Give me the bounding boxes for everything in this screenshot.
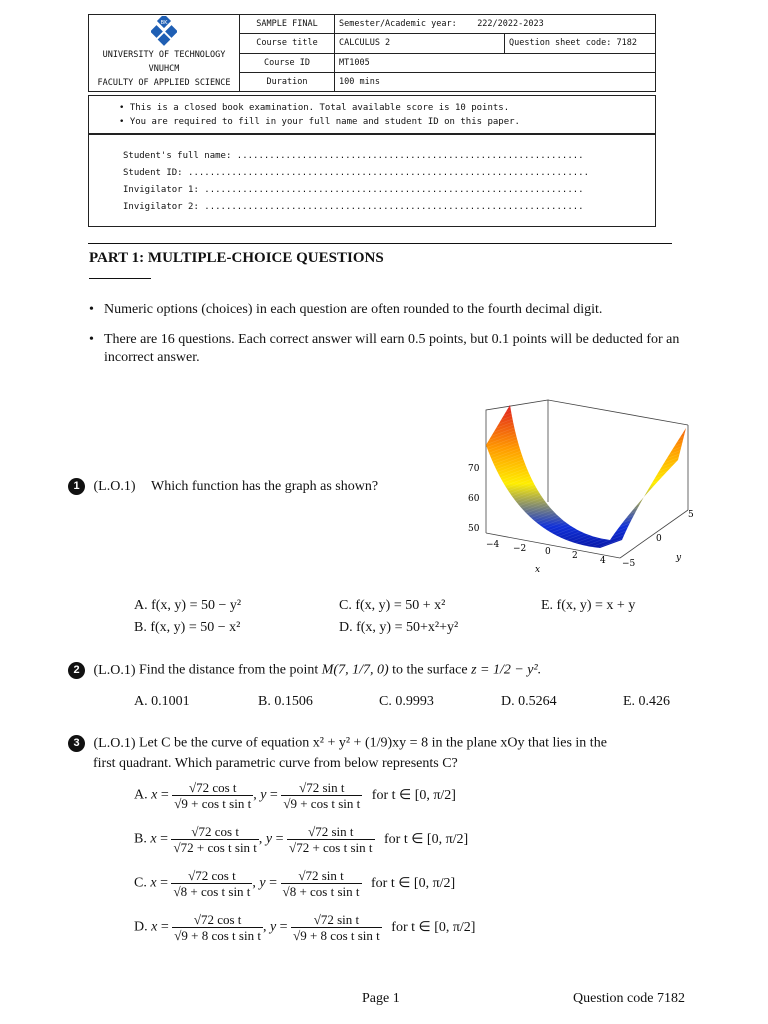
faculty-name: FACULTY OF APPLIED SCIENCE — [97, 78, 231, 88]
x-tick: −2 — [513, 544, 527, 554]
section-divider — [88, 243, 672, 244]
surface-expression: z = 1/2 − y². — [471, 662, 542, 678]
question-3 — [68, 735, 607, 752]
course-title-label: Course title — [240, 34, 335, 53]
x-tick: 4 — [600, 556, 606, 566]
q1-option-e[interactable]: E. f(x, y) = x + y — [541, 598, 636, 613]
z-tick: 60 — [468, 494, 480, 504]
q3-option-d[interactable]: D. x = $\frac{\text{√72 cos t}}{\text{√9 + 8 cos t sin t}}$ , y = $\frac{\text{√72 sin t}}{\text{√9 + 8 cos t sin t}}$ for t ∈ [0, π/2] — [134, 912, 476, 943]
learning-outcome: (L.O.1) — [93, 662, 136, 678]
x-tick: 2 — [572, 551, 578, 561]
q1-option-a[interactable]: A. f(x, y) = 50 − y² — [134, 598, 242, 613]
student-name-field[interactable]: Student's full name: ................................................................ — [123, 151, 584, 161]
instruction-2: • There are 16 questions. Each correct answer will earn 0.5 points, but 0.1 points will be deducted for an incorrect answer. — [89, 332, 680, 365]
y-tick: 0 — [656, 534, 662, 544]
note-1: • This is a closed book examination. Total available score is 10 points. — [119, 103, 510, 113]
q2-option-a[interactable]: A. 0.1001 — [134, 694, 190, 709]
point-expression: M(7, 1/7, 0) — [321, 662, 389, 678]
question-text: Find the distance from the point — [139, 662, 319, 678]
exam-type-cell: SAMPLE FINAL — [240, 15, 335, 34]
campus-name: VNUHCM — [148, 64, 180, 74]
question-code-footer: Question code 7182 — [573, 991, 685, 1006]
y-axis-label: y — [676, 553, 682, 563]
q2-option-e[interactable]: E. 0.426 — [623, 694, 671, 709]
question-1 — [68, 478, 378, 495]
university-logo-icon — [151, 16, 177, 46]
surface-mesh — [486, 405, 686, 548]
question-text: Let C be the curve of equation x² + y² + (1/9)xy = 8 in the plane xOy that lies in the — [139, 735, 607, 751]
student-info-box — [88, 133, 656, 227]
question-sheet-code: Question sheet code: 7182 — [505, 34, 656, 53]
note-2: • You are required to fill in your full name and student ID on this paper. — [119, 117, 520, 127]
institution-cell — [89, 15, 240, 92]
q2-option-b[interactable]: B. 0.1506 — [258, 694, 313, 709]
question-number: 3 — [68, 735, 85, 752]
learning-outcome: (L.O.1) — [93, 735, 136, 751]
question-number: 2 — [68, 662, 85, 679]
q3-option-c[interactable]: C. x = $\frac{\text{√72 cos t}}{\text{√8 + cos t sin t}}$ , y = $\frac{\text{√72 sin t}}{\text{√8 + cos t sin t}}$ for t ∈ [0, π/2] — [134, 868, 456, 899]
question-3-line-2: first quadrant. Which parametric curve from below represents C? — [93, 756, 458, 771]
x-tick: −4 — [486, 540, 500, 550]
part-title: PART 1: MULTIPLE-CHOICE QUESTIONS — [89, 250, 384, 266]
y-tick: −5 — [622, 559, 636, 569]
y-tick: 5 — [688, 510, 694, 520]
z-tick: 70 — [468, 464, 480, 474]
question-2 — [68, 662, 541, 679]
duration-value: 100 mins — [335, 72, 656, 91]
invigilator-1-field[interactable]: Invigilator 1: ...................................................................... — [123, 185, 584, 195]
semester-cell: Semester/Academic year: 222/2022-2023 — [335, 15, 656, 34]
q2-option-c[interactable]: C. 0.9993 — [379, 694, 434, 709]
plot-top-edge — [548, 400, 688, 425]
svg-text:BK: BK — [160, 20, 168, 26]
part-title-underline — [89, 278, 151, 279]
question-text: Which function has the graph as shown? — [151, 478, 379, 494]
page-number: Page 1 — [362, 991, 400, 1006]
course-title-value: CALCULUS 2 — [335, 34, 505, 53]
z-tick: 50 — [468, 524, 480, 534]
q1-option-c[interactable]: C. f(x, y) = 50 + x² — [339, 598, 446, 613]
student-id-field[interactable]: Student ID: .......................................................................... — [123, 168, 589, 178]
invigilator-2-field[interactable]: Invigilator 2: ...................................................................... — [123, 202, 584, 212]
question-number: 1 — [68, 478, 85, 495]
exam-notes-box — [88, 95, 656, 135]
exam-header-table — [88, 14, 656, 92]
q1-option-d[interactable]: D. f(x, y) = 50+x²+y² — [339, 620, 459, 635]
x-tick: 0 — [545, 547, 551, 557]
x-axis-label: x — [535, 565, 541, 575]
q3-option-a[interactable]: A. x = $\frac{\text{√72 cos t}}{\text{√9 + cos t sin t}}$ , y = $\frac{\text{√72 sin t}}{\text{√9 + cos t sin t}}$ for t ∈ [0, π/2] — [134, 780, 456, 811]
instruction-1: • Numeric options (choices) in each question are often rounded to the fourth decimal digit. — [89, 302, 603, 317]
surface-plot — [460, 390, 700, 580]
q3-option-b[interactable]: B. x = $\frac{\text{√72 cos t}}{\text{√72 + cos t sin t}}$ , y = $\frac{\text{√72 sin t}}{\text{√72 + cos t sin t}}$ for t ∈ [0, π/2] — [134, 824, 469, 855]
q1-option-b[interactable]: B. f(x, y) = 50 − x² — [134, 620, 241, 635]
course-id-label: Course ID — [240, 53, 335, 72]
university-name: UNIVERSITY OF TECHNOLOGY — [102, 50, 226, 60]
duration-label: Duration — [240, 72, 335, 91]
question-text-b: to the surface — [392, 662, 468, 678]
learning-outcome: (L.O.1) — [93, 478, 136, 494]
course-id-value: MT1005 — [335, 53, 656, 72]
q2-option-d[interactable]: D. 0.5264 — [501, 694, 557, 709]
